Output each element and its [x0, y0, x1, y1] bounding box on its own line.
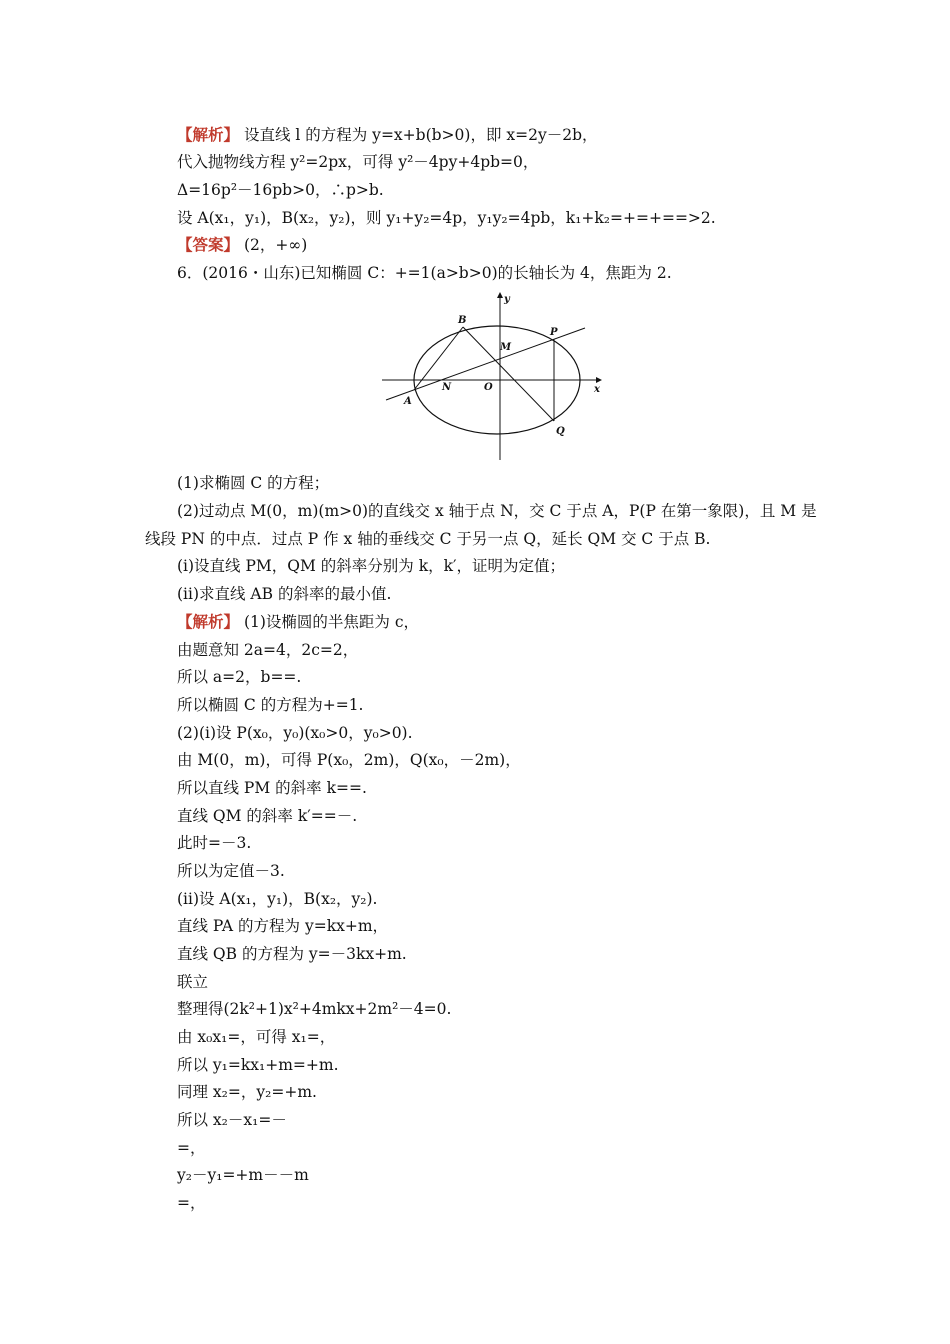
line-text: 由 x₀x₁=，可得 x₁=， [177, 1028, 336, 1046]
text-line [177, 1193, 206, 1213]
text-line [177, 1082, 317, 1102]
text-line [145, 529, 710, 549]
text-line [177, 972, 208, 992]
label-n: N [442, 382, 452, 393]
line-text: 代入抛物线方程 y²=2px，可得 y²－4py+4pb=0， [177, 153, 539, 171]
line-text: (ⅱ)求直线 AB 的斜率的最小值. [177, 585, 392, 603]
line-text: 6．(2016・山东)已知椭圆 C：+=1(a>b>0)的长轴长为 4，焦距为 2. [177, 264, 672, 282]
text-line [177, 612, 419, 632]
line-text: 所以椭圆 C 的方程为+=1. [177, 696, 364, 714]
text-line [177, 1165, 309, 1185]
text-line [177, 723, 413, 743]
label-m: M [500, 342, 512, 353]
text-line [177, 1055, 339, 1075]
text-line [177, 944, 407, 964]
text-line [177, 208, 716, 228]
line-text: (ⅰ)设直线 PM，QM 的斜率分别为 k，k′，证明为定值； [177, 557, 566, 575]
text-line [177, 889, 378, 909]
text-line [177, 235, 307, 255]
label-p: P [550, 327, 558, 338]
text-line [177, 750, 521, 770]
label-o: O [484, 382, 493, 393]
line-text: 由 M(0，m)，可得 P(x₀，2m)，Q(x₀，－2m)， [177, 751, 521, 769]
line-text: 整理得(2k²+1)x²+4mkx+2m²－4=0. [177, 1000, 452, 1018]
y-axis-arrow [497, 292, 503, 298]
section-tag: 【解析】 [177, 612, 240, 631]
line-text: (ⅱ)设 A(x₁，y₁)，B(x₂，y₂). [177, 890, 378, 908]
text-line [177, 916, 388, 936]
line-text: 所以 a=2，b==. [177, 668, 302, 686]
text-line [177, 473, 329, 493]
line-text: 直线 PA 的方程为 y=kx+m， [177, 917, 389, 935]
line-text: Δ=16p²－16pb>0，∴p>b. [177, 181, 384, 199]
text-line [177, 501, 817, 521]
line-text: (1)求椭圆 C 的方程； [177, 474, 330, 492]
text-line [177, 180, 384, 200]
text-line [177, 861, 285, 881]
line-text: 设 A(x₁，y₁)，B(x₂，y₂)，则 y₁+y₂=4p，y₁y₂=4pb，k₁+k₂=+=+==>2. [177, 209, 716, 227]
text-line [177, 584, 391, 604]
text-line [177, 263, 672, 283]
line-text: (2，+∞) [239, 236, 308, 254]
line-text: =， [177, 1194, 206, 1212]
text-line [177, 833, 251, 853]
text-line [177, 125, 598, 145]
line-text: (2)过动点 M(0，m)(m>0)的直线交 x 轴于点 N，交 C 于点 A，P(P 在第一象限)，且 M 是 [177, 502, 817, 520]
line-text: =， [177, 1139, 206, 1157]
line-text: 所以为定值－3. [177, 862, 285, 880]
text-line [177, 640, 358, 660]
text-line [177, 806, 357, 826]
line-text: 此时=－3. [177, 834, 252, 852]
text-line [177, 695, 363, 715]
line-text: 所以 y₁=kx₁+m=+m. [177, 1056, 339, 1074]
label-x: x [594, 384, 600, 395]
line-text: 联立 [177, 973, 209, 991]
text-line [177, 1138, 206, 1158]
text-line [177, 778, 367, 798]
line-text: y₂－y₁=+m－－m [177, 1166, 309, 1184]
line-text: 设直线 l 的方程为 y=x+b(b>0)，即 x=2y－2b， [239, 126, 598, 144]
label-q: Q [556, 426, 565, 437]
line-text: 线段 PN 的中点．过点 P 作 x 轴的垂线交 C 于另一点 Q，延长 QM 交 C 于点 B. [145, 530, 711, 548]
section-tag: 【答案】 [177, 235, 240, 254]
line-text: (2)(ⅰ)设 P(x₀，y₀)(x₀>0，y₀>0). [177, 724, 413, 742]
section-tag: 【解析】 [177, 125, 240, 144]
label-a: A [404, 396, 412, 407]
label-y: y [504, 294, 510, 305]
ellipse-figure [380, 290, 610, 460]
line-text: 由题意知 2a=4，2c=2， [177, 641, 359, 659]
text-line [177, 999, 451, 1019]
line-text: (1)设椭圆的半焦距为 c， [239, 613, 420, 631]
text-line [177, 1027, 335, 1047]
line-text: 所以直线 PM 的斜率 k==. [177, 779, 367, 797]
text-line [177, 1110, 287, 1130]
text-line [177, 556, 565, 576]
label-b: B [458, 315, 467, 326]
text-line [177, 667, 301, 687]
line-text: 直线 QM 的斜率 k′==－. [177, 807, 358, 825]
line-text: 所以 x₂－x₁=－ [177, 1111, 287, 1129]
line-text: 同理 x₂=，y₂=+m. [177, 1083, 317, 1101]
text-line [177, 152, 538, 172]
line-text: 直线 QB 的方程为 y=－3kx+m. [177, 945, 407, 963]
x-axis-arrow [596, 377, 602, 383]
